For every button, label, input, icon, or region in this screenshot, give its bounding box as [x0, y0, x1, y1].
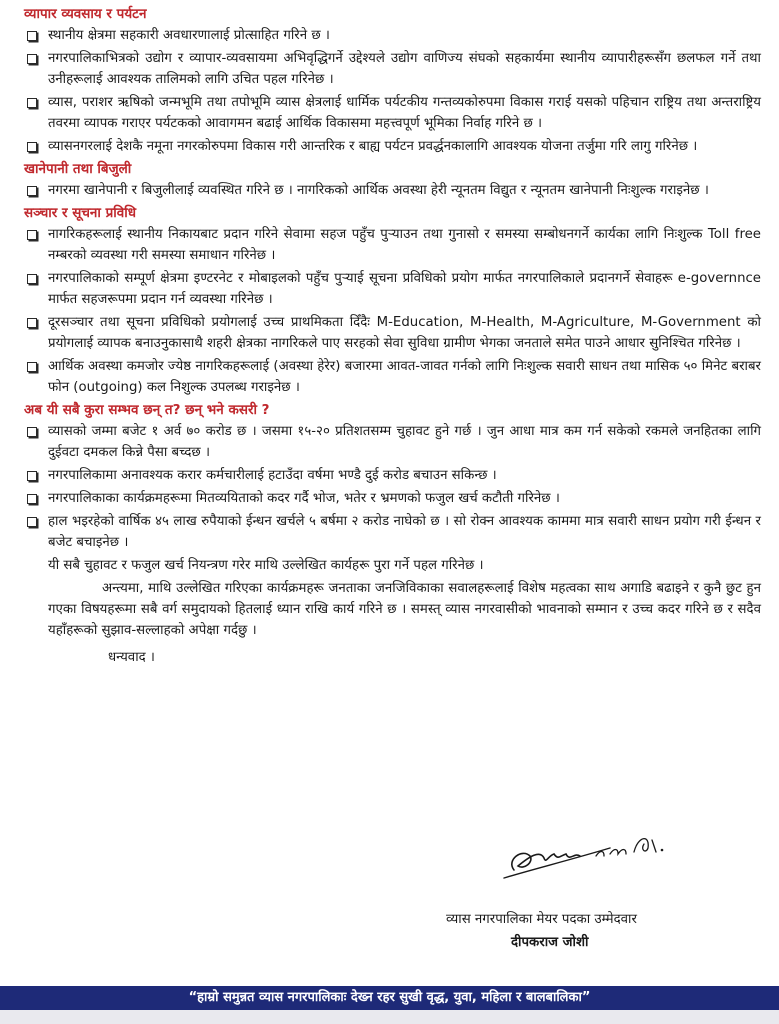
checkbox-bullet-icon	[27, 142, 37, 152]
signature-image	[500, 826, 690, 886]
section-feasibility	[26, 400, 761, 576]
section-title: खानेपानी तथा बिजुली	[24, 161, 132, 177]
checkbox-bullet-icon	[27, 31, 37, 41]
checkbox-bullet-icon	[27, 427, 37, 437]
checkbox-bullet-icon	[27, 471, 37, 481]
footer-strip	[0, 1010, 779, 1024]
list-item: नगरमा खानेपानी र बिजुलीलाई व्यवस्थित गरिने छ । नागरिकको आर्थिक अवस्था हेरी न्यूनतम विद्युत र न्यूनतम खानेपानी निःशुल्क गराइनेछ ।	[26, 180, 761, 201]
list-item: स्थानीय क्षेत्रमा सहकारी अवधारणालाई प्रोत्साहित गरिने छ ।	[26, 25, 761, 46]
checkbox-bullet-icon	[27, 54, 37, 64]
conclusion-paragraph: अन्त्यमा, माथि उल्लेखित गरिएका कार्यक्रमहरू जनताका जनजिविकाका सवालहरूलाई विशेष महत्वका साथ अगाडि बढाइने र कुनै छुट हुन गएका विषयहरूमा सबै वर्ग समुदायको हितलाई ध्यान राखि कार्य गरिने छ । समस्त् व्यास नगरवासीको भावनाको सम्मान र उच्च कदर गरिने छ र सदैव यहाँहरूको सुझाव-सल्लाहको अपेक्षा गर्दछु ।	[48, 581, 761, 638]
checkbox-bullet-icon	[27, 517, 37, 527]
list-item: हाल भइरहेको वार्षिक ४५ लाख रुपैयाको ईन्धन खर्चले ५ बर्षमा २ करोड नाघेको छ । सो रोक्न आवश्यक काममा मात्र सवारी साधन प्रयोग गरी ईन्धन र बजेट बचाइनेछ ।	[26, 511, 761, 553]
checkbox-bullet-icon	[27, 274, 37, 284]
checkbox-bullet-icon	[27, 186, 37, 196]
list-item: दूरसञ्चार तथा सूचना प्रविधिको प्रयोगलाई उच्च प्राथमिकता दिँदैः M-Education, M-Health, M-Agriculture, M-Government को प्रयोगलाई व्यापक बनाउनुकासाथै शहरी क्षेत्रका नागरिकले पाए सरहको सेवा सुविधा ग्रामीण भेगका जनताले समेत पाउने आधार सुनिश्चित गरिनेछ ।	[26, 312, 761, 354]
closing-line: यी सबै चुहावट र फजुल खर्च नियन्त्रण गरेर माथि उल्लेखित कार्यहरू पुरा गर्ने पहल गरिनेछ ।	[48, 558, 484, 573]
section-communication-it	[26, 203, 761, 398]
footer-slogan-banner	[0, 986, 779, 1010]
list-item: आर्थिक अवस्था कमजोर ज्येष्ठ नागरिकहरूलाई (अवस्था हेरेर) बजारमा आवत-जावत गर्नको लागि निःशुल्क सवारी साधन तथा मासिक ५० मिनेट बराबर फोन (outgoing) कल निशुल्क उपलब्ध गराइनेछ ।	[26, 356, 761, 398]
section-water-electricity	[26, 159, 761, 201]
section-business-tourism	[26, 4, 761, 157]
list-item: नगरपालिकाका कार्यक्रमहरूमा मितव्ययिताको कदर गर्दै भोज, भतेर र भ्रमणको फजुल खर्च कटौती गरिनेछ ।	[26, 488, 761, 509]
list-item: व्यासनगरलाई देशकै नमूना नगरकोरुपमा विकास गरी आन्तरिक र बाह्य पर्यटन प्रवर्द्धनकालागि आवश्यक योजना तर्जुमा गरि लागु गरिनेछ ।	[26, 136, 761, 157]
list-item: व्यासको जम्मा बजेट १ अर्व ७० करोड छ । जसमा १५-२० प्रतिशतसम्म चुहावट हुने गर्छ । जुन आधा मात्र कम गर्न सकेको रकमले जनहितका लागि दुईवटा दमकल किन्ने पैसा बच्दछ ।	[26, 421, 761, 463]
section-title: अब यी सबै कुरा सम्भव छन् त? छन् भने कसरी ?	[24, 402, 270, 418]
checkbox-bullet-icon	[27, 362, 37, 372]
section-title: व्यापार व्यवसाय र पर्यटन	[24, 6, 147, 22]
footer-slogan: “हाम्रो समुन्नत व्यास नगरपालिकाः देख्न रहर सुखी वृद्ध, युवा, महिला र बालबालिका”	[188, 990, 591, 1005]
checkbox-bullet-icon	[27, 98, 37, 108]
candidate-title: व्यास नगरपालिका मेयर पदका उम्मेदवार	[446, 912, 637, 927]
list-item: नगरपालिकाभित्रको उद्योग र व्यापार-व्यवसायमा अभिवृद्धिगर्ने उद्देश्यले उद्योग वाणिज्य संघको सहकार्यमा स्थानीय व्यापारीहरूसँग छलफल गर्ने तथा उनीहरूलाई आवश्यक तालिमको लागि उचित पहल गरिनेछ ।	[26, 48, 761, 90]
checkbox-bullet-icon	[27, 230, 37, 240]
list-item: व्यास, पराशर ऋषिको जन्मभूमि तथा तपोभूमि व्यास क्षेत्रलाई धार्मिक पर्यटकीय गन्तव्यकोरुपमा विकास गराई यसको पहिचान राष्ट्रिय तथा अन्तराष्ट्रिय तवरमा व्यापक गराएर पर्यटकको आवागमन बढाई आर्थिक विकासमा महत्त्वपूर्ण भूमिका निर्वाह गरिने छ ।	[26, 92, 761, 134]
checkbox-bullet-icon	[27, 318, 37, 328]
list-item: नागरिकहरूलाई स्थानीय निकायबाट प्रदान गरिने सेवामा सहज पहुँच पुऱ्याउन तथा गुनासो र समस्या सम्बोधनगर्ने कार्यका लागि निःशुल्क Toll free नम्बरको व्यवस्था गरी समस्या समाधान गरिनेछ ।	[26, 224, 761, 266]
section-title: सञ्चार र सूचना प्रविधि	[24, 205, 137, 221]
candidate-name: दीपकराज जोशी	[511, 935, 589, 950]
thanks-text: धन्यवाद ।	[108, 650, 155, 665]
checkbox-bullet-icon	[27, 494, 37, 504]
list-item: नगरपालिकाको सम्पूर्ण क्षेत्रमा इण्टरनेट र मोबाइलको पहुँच पुऱ्याई सूचना प्रविधिको प्रयोग मार्फत नगरपालिकाले प्रदानगर्ने सेवाहरू e-governnce मार्फत सहजरूपमा प्रदान गर्न व्यवस्था गरिनेछ ।	[26, 268, 761, 310]
list-item: नगरपालिकामा अनावश्यक करार कर्मचारीलाई हटाउँदा वर्षमा भण्डै दुई करोड बचाउन सकिन्छ ।	[26, 465, 761, 486]
